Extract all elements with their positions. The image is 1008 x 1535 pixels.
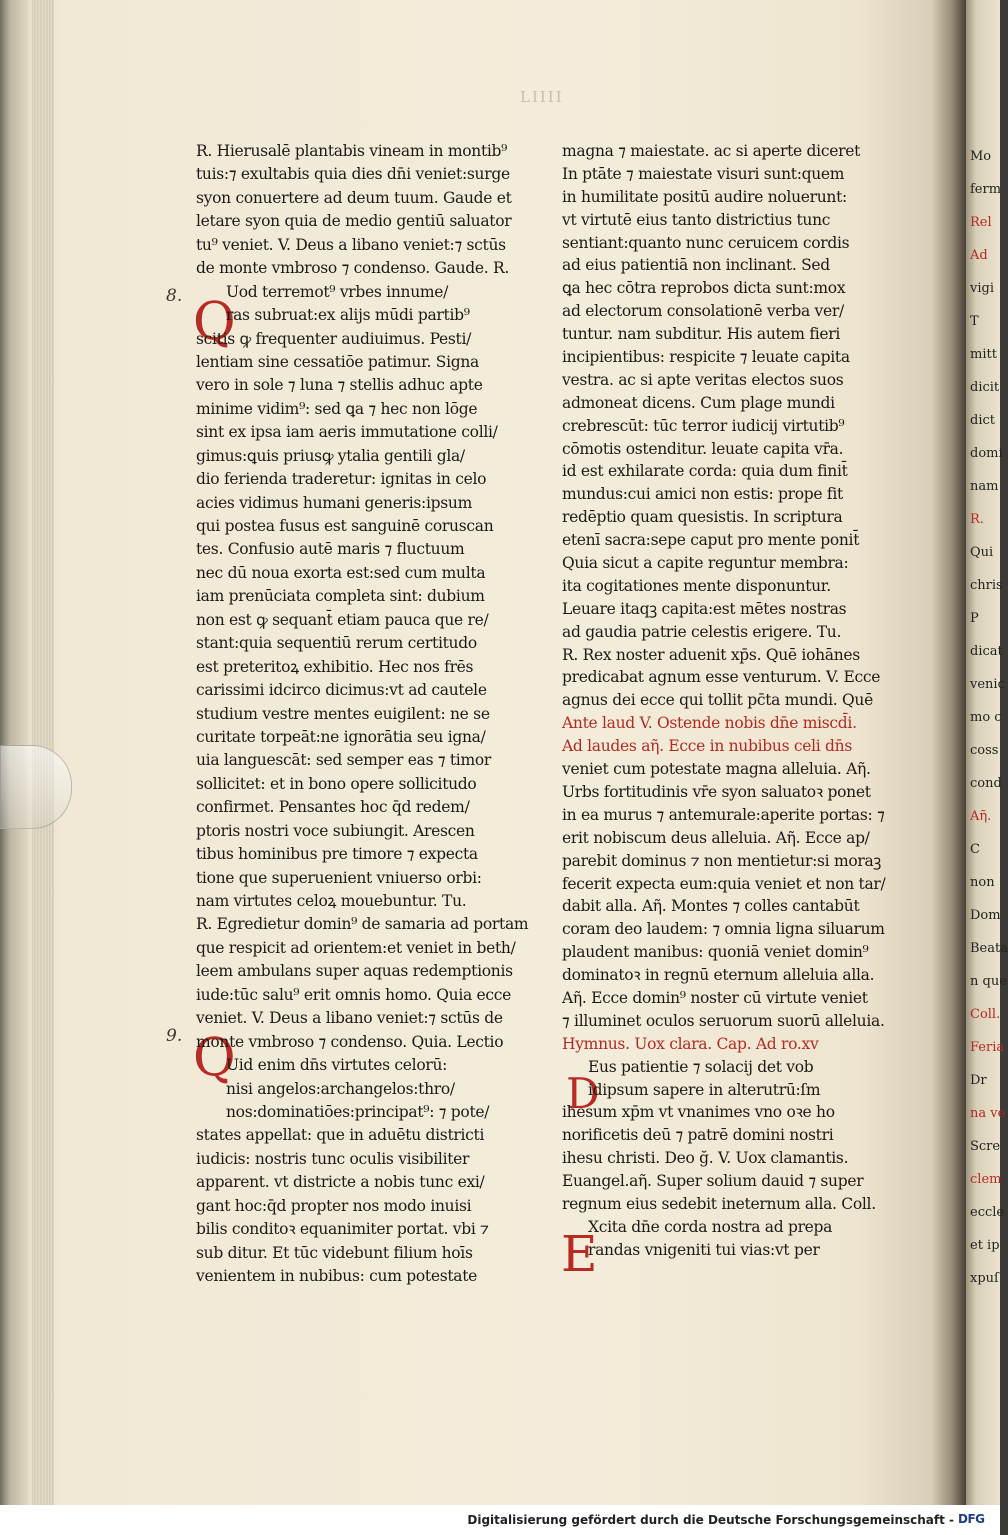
text-line: Aῆ. Ecce domin⁹ noster cū virtute veniet <box>562 988 868 1007</box>
text-line: de monte vmbroso ⁊ condenso. Gaude. R. <box>196 259 510 278</box>
text-line: tes. Confusio autē maris ⁊ fluctuum <box>196 540 465 559</box>
text-line: studium vestre mentes euigilent: ne se <box>196 704 490 723</box>
text-line: curitate torpeāt:ne ignorātia seu igna/ <box>196 727 486 746</box>
initial-letter-q-2: Q <box>193 1028 236 1088</box>
adjacent-page-fragment: na ve <box>970 1106 1006 1121</box>
right-text-column <box>562 140 910 1262</box>
text-line: minime vidim⁹: sed ꝗa ⁊ hec non lōge <box>196 399 478 418</box>
text-line: gimus:ꝗuis priusꝙ ytalia gentili gla/ <box>196 446 465 465</box>
text-line: regnum eius sedebit ineternum alla. Coll. <box>562 1194 876 1213</box>
text-line: uia languescāt: sed semper eas ⁊ timor <box>196 751 492 770</box>
text-line: R. Egredietur domin⁹ de samaria ad portam <box>196 915 529 934</box>
adjacent-page-fragment: T <box>970 314 979 329</box>
left-text-column <box>196 140 531 1288</box>
text-line: Uod terremot⁹ vrbes innume/ <box>226 282 449 301</box>
adjacent-page-fragment: Beata <box>970 941 1008 956</box>
text-line: crebrescūt: tūc terror iudicij virtutib⁹ <box>562 416 845 435</box>
adjacent-page-fragment: Coll. <box>970 1007 1001 1022</box>
adjacent-page-fragment: non <box>970 875 995 890</box>
footer-credit: Digitalisierung gefördert durch die Deutsche Forschungsgemeinschaft - <box>467 1513 954 1527</box>
text-line: sub ditur. Et tūc videbunt filium hoīs <box>196 1243 473 1262</box>
text-line: norificetis deū ⁊ patrē domini nostri <box>562 1126 834 1145</box>
text-line: plaudent manibus: quoniā veniet domin⁹ <box>562 943 869 962</box>
text-line: R. Hierusalē plantabis vineam in montib⁹ <box>196 142 508 160</box>
text-line: states appellat: que in aduētu districti <box>196 1126 485 1145</box>
text-line: id est exhilarate corda: quia dum finit̄ <box>562 462 848 481</box>
text-line: R. Rex noster aduenit xp̄s. Quē iohānes <box>562 645 860 664</box>
adjacent-page-fragment: n que <box>970 974 1007 989</box>
adjacent-page-fragment: nam <box>970 479 999 494</box>
text-line: syon conuertere ad deum tuum. Gaude et <box>196 188 512 207</box>
text-line: ꝗa hec cōtra reprobos dicta sunt:mox <box>562 279 846 298</box>
text-line: iude:tūc salu⁹ erit omnis homo. Quia ecce <box>196 985 512 1004</box>
adjacent-page-fragment: mitt <box>970 347 997 362</box>
adjacent-page-fragment: venic <box>970 677 1005 692</box>
text-line: In ptāte ⁊ maiestate visuri sunt:quem <box>562 164 845 183</box>
text-line: dabit alla. Aῆ. Montes ⁊ colles cantabūt <box>562 897 860 916</box>
text-line: Euangel.aῆ. Super solium dauid ⁊ super <box>562 1172 864 1191</box>
adjacent-page-fragment: Dom <box>970 908 1001 923</box>
adjacent-page-fragment: Ad <box>970 248 988 263</box>
text-line: bilis conditoꝛ equanimiter portat. vbi ⁊ <box>196 1220 489 1239</box>
text-line: cōmotis ostenditur. leuate capita vr̄a. <box>562 439 844 458</box>
adjacent-page-fragment: P <box>970 611 979 626</box>
adjacent-page-fragment: et ip <box>970 1238 1000 1253</box>
text-line: venientem in nubibus: cum potestate <box>196 1267 478 1285</box>
text-line: veniet cum potestate magna alleluia. Aῆ. <box>562 760 871 779</box>
text-line: nisi angelos:archangelos:thro/ <box>226 1079 455 1098</box>
text-line: acies vidimus humani generis:ipsum <box>196 493 472 512</box>
text-line: mundus:cui amici non estis: prope fit <box>562 485 843 504</box>
adjacent-page-fragment: Aῆ. <box>970 809 992 824</box>
text-line: nam virtutes celoꝝ mouebuntur. Tu. <box>196 892 467 910</box>
adjacent-page-fragment: dicat <box>970 644 1003 659</box>
text-line: non est ꝙ sequant̄ etiam pauca que re/ <box>196 610 489 629</box>
text-line: lentiam sine cessatiōe patimur. Signa <box>196 352 479 371</box>
text-line: tu⁹ veniet. V. Deus a libano veniet:⁊ sctūs <box>196 235 506 254</box>
adjacent-page-fragment: dict <box>970 413 995 428</box>
text-line: sentiant:quanto nunc ceruicem cordis <box>562 233 850 252</box>
initial-letter-q-1: Q <box>193 292 236 352</box>
text-line: tuntur. nam subditur. His autem fieri <box>562 325 841 344</box>
text-line: sollicitet: et in bono opere sollicitudo <box>196 774 477 793</box>
text-line: qui postea fusus est sanguinē coruscan <box>196 517 494 535</box>
text-line: veniet. V. Deus a libano veniet:⁊ sctūs de <box>196 1009 503 1028</box>
text-line: apparent. vt districte a nobis tunc exi/ <box>196 1173 485 1192</box>
text-line: vt virtutē eius tanto districtius tunc <box>562 210 831 229</box>
adjacent-page-fragment: mo c <box>970 710 1002 725</box>
adjacent-page-fragment: cond <box>970 776 1002 791</box>
text-line: ad electorum consolationē verba ver/ <box>562 302 844 321</box>
text-line: ras subruat:ex alijs mūdi partib⁹ <box>226 306 470 325</box>
text-line: iam prenūciata completa sint: dubium <box>196 587 485 606</box>
text-line: ihesu christi. Deo ğ. V. Uox clamantis. <box>562 1149 849 1168</box>
adjacent-page-fragment: C <box>970 842 980 857</box>
text-line: Ante laud V. Ostende nobis dn̄e miscd̄i. <box>562 714 857 733</box>
text-line: vero in sole ⁊ luna ⁊ stellis adhuc apte <box>196 376 483 395</box>
text-line: Eus patientie ⁊ solacij det vob <box>588 1057 814 1076</box>
text-line: ad gaudia patrie celestis erigere. Tu. <box>562 622 842 641</box>
text-line: vestra. ac si apte veritas electos suos <box>562 370 844 389</box>
text-line: dio ferienda traderetur: ignitas in celo <box>196 470 487 489</box>
text-line: idipsum sapere in alterutrū:ſm <box>588 1080 821 1099</box>
margin-number-8: 8. <box>166 286 183 306</box>
text-line: fecerit expecta eum:quia veniet et non tar/ <box>562 874 886 893</box>
text-line: Urbs fortitudinis vr̄e syon saluatoꝛ ponet <box>562 782 871 801</box>
text-line: coram deo laudem: ⁊ omnia ligna siluarum <box>562 920 885 939</box>
initial-letter-d: D <box>566 1069 600 1118</box>
text-line: Xcita dn̄e corda nostra ad prepa <box>588 1217 833 1236</box>
text-line: dominatoꝛ in regnū eternum alleluia alla. <box>562 966 875 985</box>
folio-number: LIIII <box>520 88 564 106</box>
text-line: Leuare itaqꝫ capita:est mētes nostras <box>562 599 847 618</box>
adjacent-page-fragment: Rel <box>970 215 992 230</box>
text-line: est preteritoꝝ exhibitio. Hec nos frēs <box>196 657 474 676</box>
text-line: monte vmbroso ⁊ condenso. Quia. Lectio <box>196 1032 504 1051</box>
text-line: stant:quia sequentiū rerum certitudo <box>196 634 477 653</box>
text-line: predicabat agnum esse venturum. V. Ecce <box>562 668 881 687</box>
text-line: ita cogitationes mente disponuntur. <box>562 576 831 595</box>
text-line: parebit dominus ⁊ non mentietur:si moraꝫ <box>562 851 882 870</box>
book-gutter <box>932 0 968 1505</box>
text-line: Hymnus. Uox clara. Cap. Ad ro.xv <box>562 1034 819 1053</box>
adjacent-page-fragment: coss <box>970 743 999 758</box>
adjacent-page-fragment: Scre <box>970 1139 1001 1154</box>
adjacent-page-fragment: Mo <box>970 149 992 164</box>
text-line: etenī sacra:sepe caput pro mente ponit̄ <box>562 531 860 550</box>
text-line: in humilitate positū audire noluerunt: <box>562 187 847 206</box>
text-line: nec dū noua exorta est:sed cum multa <box>196 563 486 582</box>
text-line: tuis:⁊ exultabis quia dies dn̄i veniet:surge <box>196 165 510 184</box>
text-line: gant hoc:q̄d propter nos modo inuisi <box>196 1196 472 1215</box>
adjacent-page-text <box>966 149 1008 1350</box>
adjacent-page-fragment: clem <box>970 1172 1002 1187</box>
text-line: carissimi idcirco dicimus:vt ad cautele <box>196 681 487 700</box>
text-line: erit nobiscum deus alleluia. Aῆ. Ecce ap/ <box>562 828 870 847</box>
adjacent-page-fragment: dicit <box>970 380 1000 395</box>
adjacent-page-fragment: domi <box>970 446 1003 461</box>
text-line: scitis ꝙ frequenter audiuimus. Pesti/ <box>196 329 472 348</box>
adjacent-page-fragment: xpuſ <box>970 1271 999 1286</box>
text-line: in ea murus ⁊ antemurale:aperite portas: ⁊ <box>562 805 885 824</box>
adjacent-page-fragment: Dr <box>970 1073 987 1088</box>
text-line: iudicis: nostris tunc oculis visibiliter <box>196 1149 470 1168</box>
adjacent-page-fragment: ferm <box>970 182 1002 197</box>
text-line: ad eius patientiā non inclinant. Sed <box>562 256 830 275</box>
text-line: Uid enim dn̄s virtutes celorū: <box>226 1056 448 1075</box>
adjacent-page-fragment: R. <box>970 512 984 527</box>
adjacent-page-fragment: Qui <box>970 545 994 560</box>
adjacent-page-fragment: vigi <box>970 281 994 296</box>
adjacent-page-fragment: chris <box>970 578 1003 593</box>
text-line: ptoris nostri voce subiungit. Arescen <box>196 821 475 840</box>
text-line: ⁊ illuminet oculos seruorum suorū alleluia. <box>562 1011 885 1030</box>
initial-letter-e: E <box>561 1225 598 1283</box>
text-line: redēptio quam quesistis. In scriptura <box>562 508 843 527</box>
text-line: leem ambulans super aquas redemptionis <box>196 962 513 981</box>
dfg-logo: DFG <box>958 1512 985 1526</box>
text-line: incipientibus: respicite ⁊ leuate capita <box>562 348 850 367</box>
text-line: randas vnigeniti tui vias:vt per <box>588 1240 820 1259</box>
text-line: letare syon quia de medio gentiū saluator <box>196 212 512 231</box>
text-line: confirmet. Pensantes hoc q̄d redem/ <box>196 798 470 817</box>
margin-number-9: 9. <box>166 1026 183 1046</box>
text-line: tione que superuenient vniuerso orbi: <box>196 868 482 887</box>
text-line: Ad laudes aῆ. Ecce in nubibus celi dn̄s <box>562 737 853 756</box>
text-line: admoneat dicens. Cum plage mundi <box>562 393 835 412</box>
text-line: magna ⁊ maiestate. ac si aperte diceret <box>562 142 860 160</box>
text-line: tibus hominibus pre timore ⁊ expecta <box>196 845 478 864</box>
adjacent-page-fragment: Feria <box>970 1040 1005 1055</box>
text-line: nos:dominatiōes:principat⁹: ⁊ pote/ <box>226 1102 490 1121</box>
text-line: ihesum xp̄m vt vnanimes vno oꝛe ho <box>562 1103 835 1122</box>
footer-bar <box>0 1505 1000 1535</box>
text-line: sint ex ipsa iam aeris immutatione colli/ <box>196 423 498 442</box>
text-line: Quia sicut a capite reguntur membra: <box>562 554 849 573</box>
text-line: que respicit ad orientem:et veniet in beth/ <box>196 938 516 957</box>
adjacent-page-fragment: eccle <box>970 1205 1005 1220</box>
text-line: agnus dei ecce qui tollit pc̄ta mundi. Quē <box>562 691 873 710</box>
